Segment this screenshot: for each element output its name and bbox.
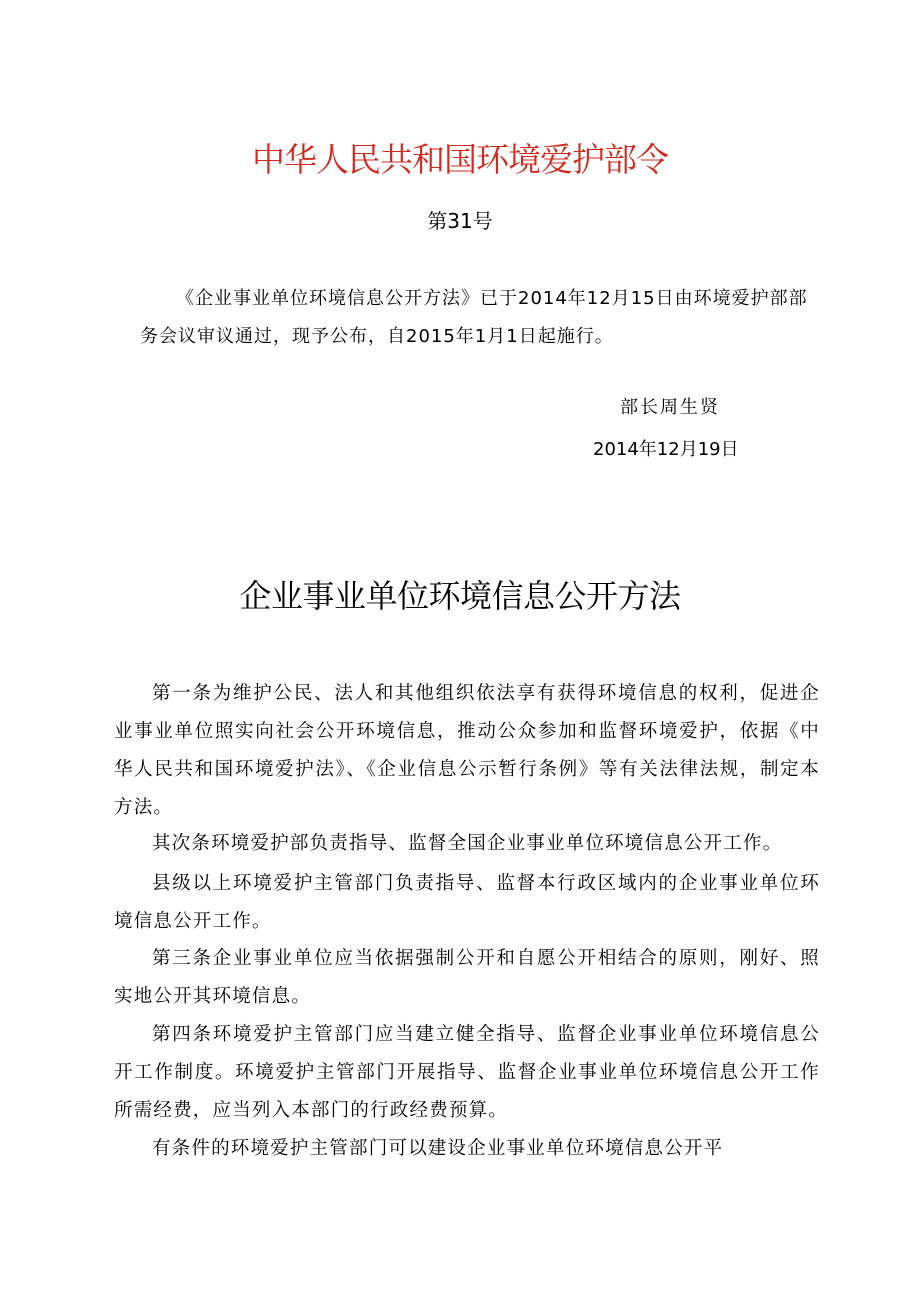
article-paragraph: 第四条环境爱护主管部门应当建立健全指导、监督企业事业单位环境信息公开工作制度。环境爱护主管部门开展指导、监督企业事业单位环境信息公开工作所需经费，应当列入本部门的行政经费预算。 — [114, 1024, 820, 1121]
decree-number: 第31号 — [427, 209, 493, 233]
decree-title: 中华人民共和国环境爱护部令 — [252, 140, 668, 179]
article-paragraph: 第一条为维护公民、法人和其他组织依法享有获得环境信息的权利，促进企业事业单位照实向社会公开环境信息，推动公众参加和监督环境爱护，依据《中华人民共和国环境爱护法》、《企业信息公示暂行条例》等有关法律法规，制定本方法。 — [114, 683, 820, 818]
article-paragraph: 其次条环境爱护部负责指导、监督全国企业事业单位环境信息公开工作。 — [152, 833, 783, 854]
decree-intro-line-1: 《企业事业单位环境信息公开方法》已于2014年12月15日由环境爱护部部 — [176, 288, 808, 309]
decree-intro — [140, 280, 820, 356]
signing-date: 2014年12月19日 — [593, 439, 739, 460]
article-paragraph: 有条件的环境爱护主管部门可以建设企业事业单位环境信息公开平 — [152, 1138, 724, 1159]
article-paragraph: 第三条企业事业单位应当依据强制公开和自愿公开相结合的原则，刚好、照实地公开其环境信息。 — [114, 948, 820, 1007]
signer-name: 部长周生贤 — [620, 397, 720, 418]
article-paragraph: 县级以上环境爱护主管部门负责指导、监督本行政区域内的企业事业单位环境信息公开工作。 — [114, 873, 820, 932]
decree-intro-line-2: 务会议审议通过，现予公布，自2015年1月1日起施行。 — [140, 326, 614, 347]
law-title: 企业事业单位环境信息公开方法 — [239, 577, 681, 615]
